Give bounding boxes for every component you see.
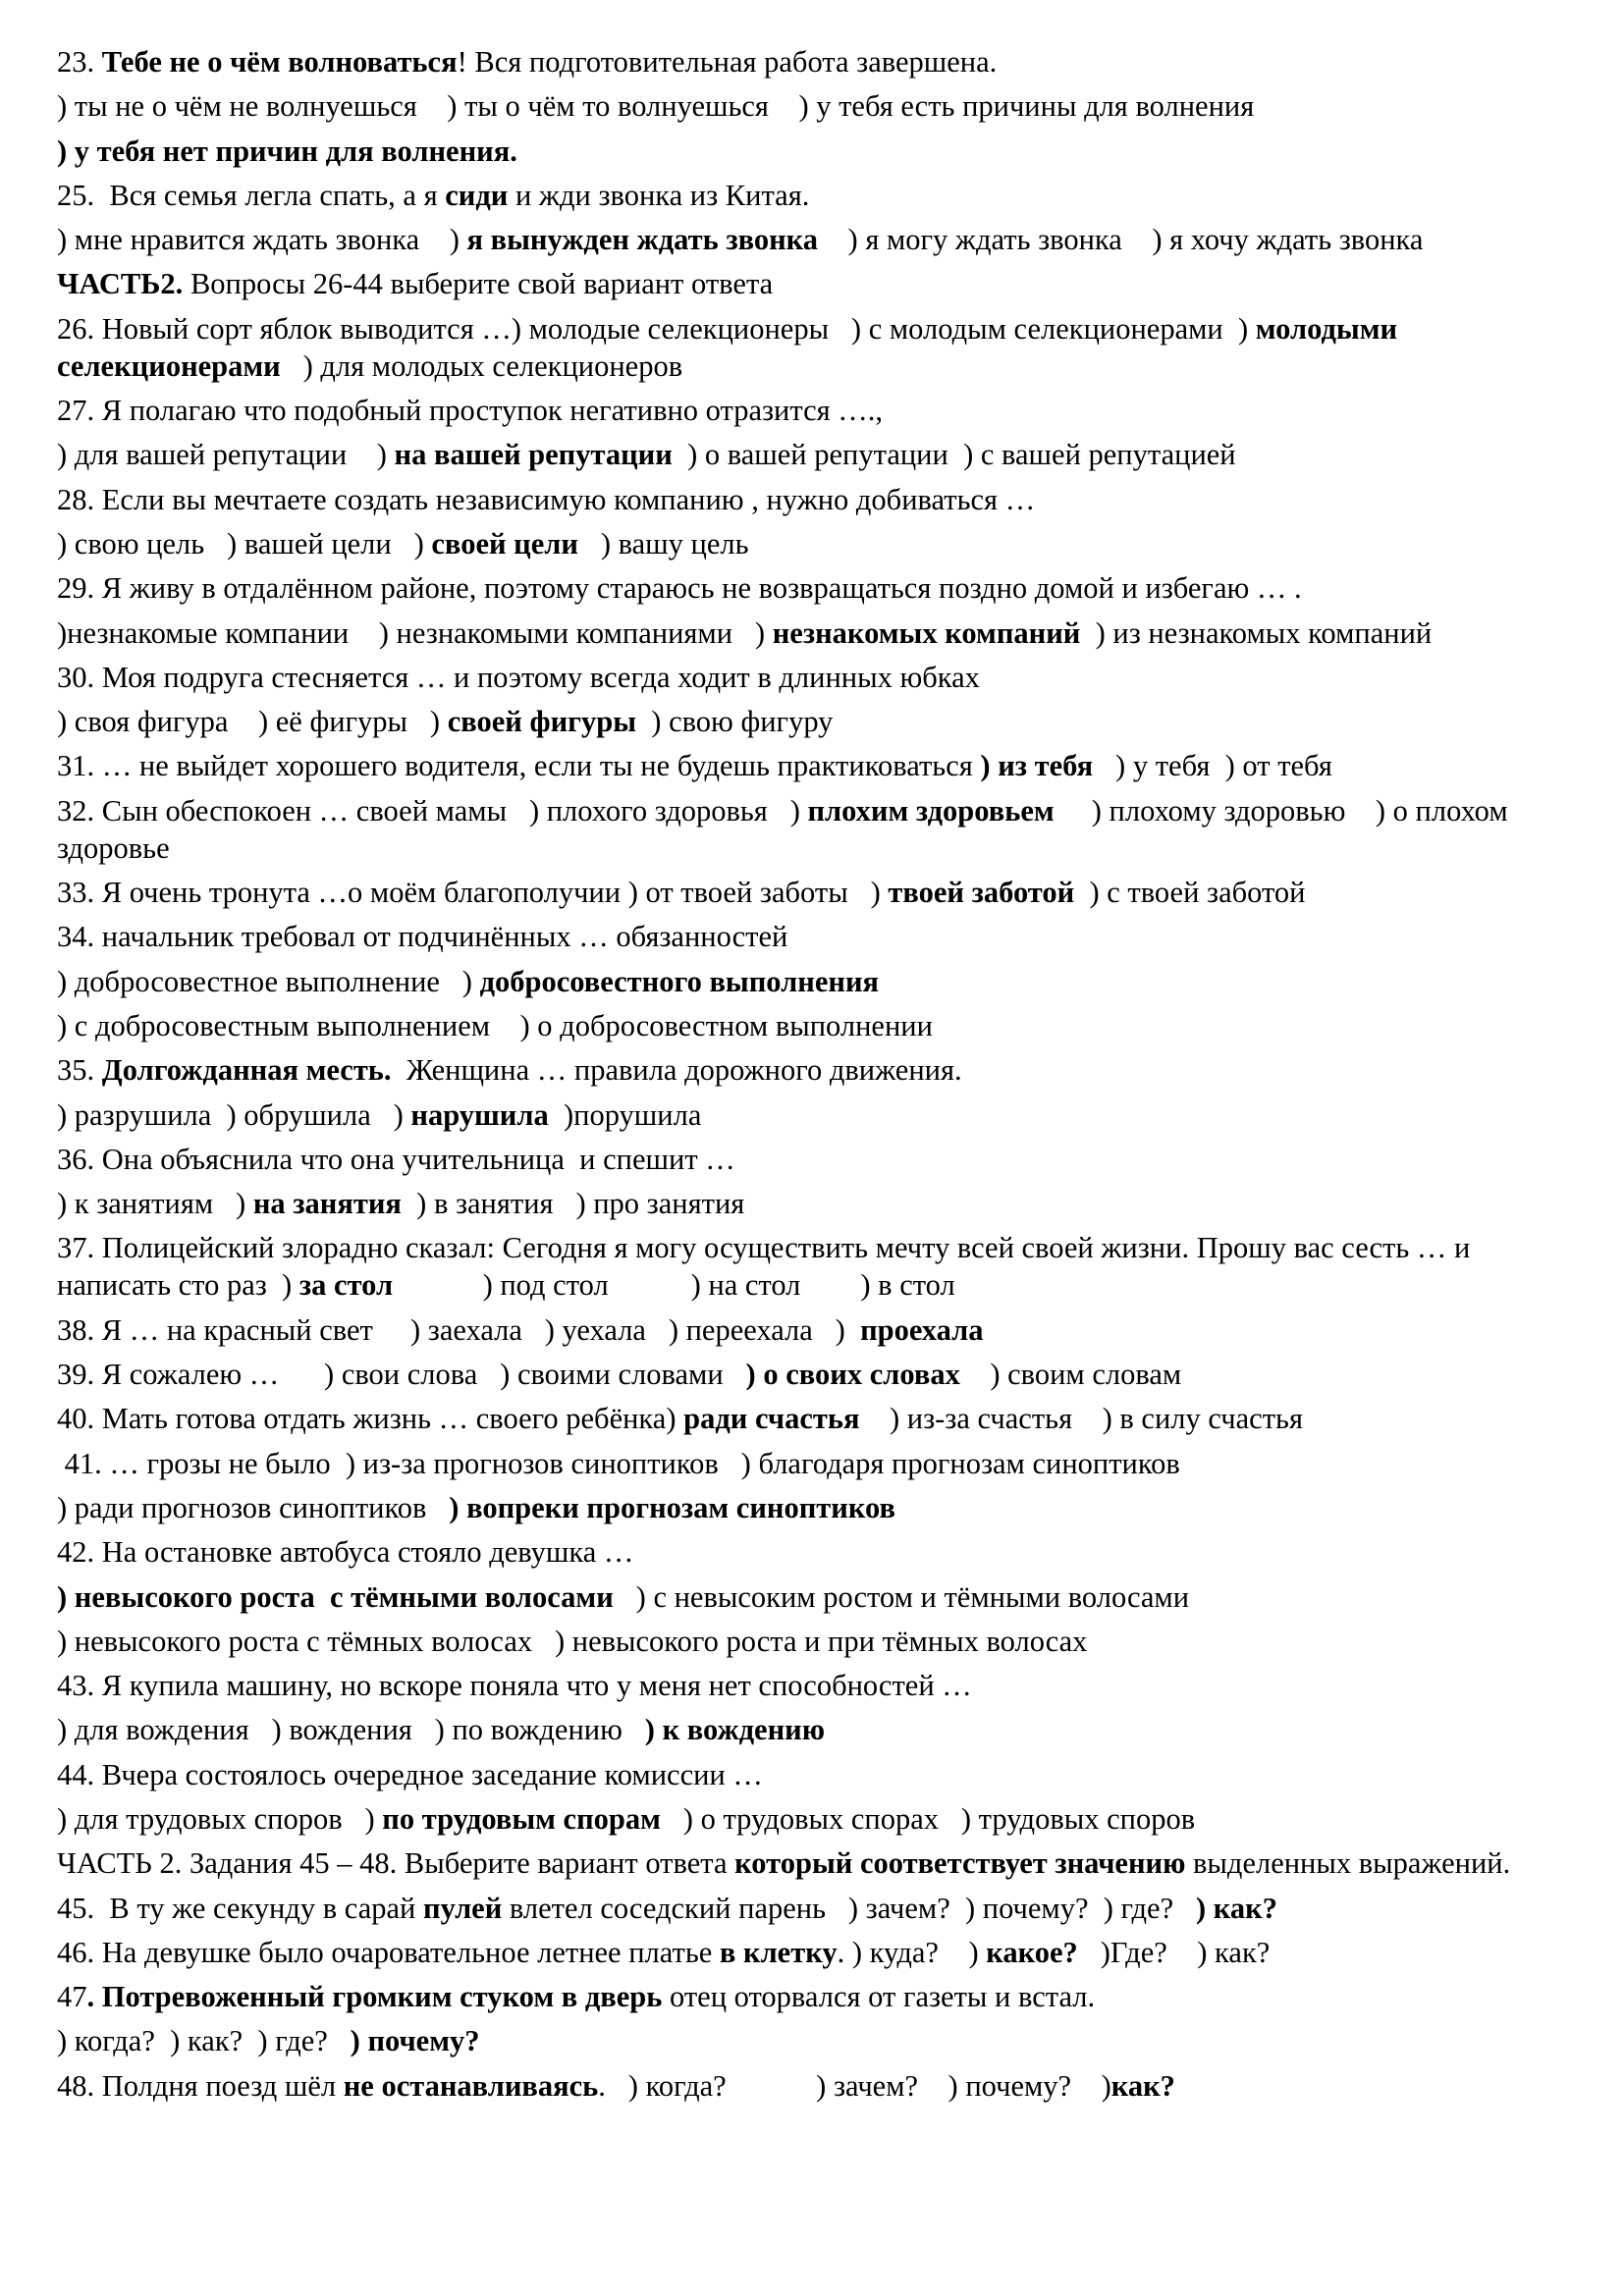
bold-text-run: твоей заботой — [888, 876, 1075, 910]
text-run: 43. Я купила машину, но вскоре поняла что у меня нет способностей … — [57, 1669, 972, 1703]
text-run: выделенных выражений. — [1185, 1846, 1511, 1881]
document-line — [57, 2067, 1569, 2105]
text-run: )порушила — [548, 1097, 702, 1132]
document-line — [57, 1096, 1569, 1134]
bold-text-run: ) почему? — [350, 2024, 480, 2058]
text-run: Вопросы 26-44 выберите свой вариант ответа — [183, 267, 774, 301]
bold-text-run: Тебе не о чём волноваться — [101, 45, 458, 79]
bold-text-run: который соответствует значению — [734, 1846, 1186, 1881]
text-run: ) в занятия ) про занятия — [401, 1187, 745, 1221]
document-line — [57, 703, 1569, 740]
text-run: ) ты не о чём не волнуешься ) ты о чём то волнуешься ) у тебя есть причины для волнения — [57, 89, 1255, 124]
document-line — [57, 392, 1569, 429]
text-run: влетел соседский парень ) зачем? ) почему? ) где? — [502, 1891, 1197, 1925]
text-run: ЧАСТЬ 2. Задания 45 – 48. Выберите вариант ответа — [57, 1846, 735, 1881]
text-run: 29. Я живу в отдалённом районе, поэтому стараюсь не возвращаться поздно домой и избегаю … . — [57, 571, 1302, 606]
text-run: ) своя фигура ) её фигуры ) — [57, 705, 448, 739]
document-line — [57, 1311, 1569, 1349]
bold-text-run: на вашей репутации — [394, 438, 673, 472]
text-run: ) я могу ждать звонка ) я хочу ждать звонка — [818, 223, 1424, 257]
text-run: 28. Если вы мечтаете создать независимую компанию , нужно добиваться … — [57, 482, 1036, 516]
bold-text-run: нарушила — [410, 1097, 549, 1132]
text-run: ) невысокого роста с тёмных волосах ) невысокого роста и при тёмных волосах — [57, 1624, 1088, 1658]
text-run: 46. На девушке было очаровательное летнее платье — [57, 1935, 720, 1969]
text-run: ) добросовестное выполнение ) — [57, 964, 480, 998]
document-line — [57, 659, 1569, 696]
text-run: ) о вашей репутации ) с вашей репутацией — [672, 438, 1236, 472]
document-line — [57, 1533, 1569, 1571]
document-line — [57, 874, 1569, 911]
text-run: и жди звонка из Китая. — [508, 178, 810, 212]
text-run: ) вашу цель — [577, 526, 749, 561]
text-run: Женщина … правила дорожного движения. — [391, 1053, 962, 1088]
bold-text-run: ) о своих словах — [745, 1358, 960, 1392]
text-run: ) для вашей репутации ) — [57, 438, 395, 472]
document-line — [57, 1578, 1569, 1616]
bold-text-run: своей фигуры — [447, 705, 637, 739]
text-run: 31. … не выйдет хорошего водителя, если ты не будешь практиковаться — [57, 749, 981, 783]
text-run: отец оторвался от газеты и встал. — [662, 1980, 1096, 2014]
bold-text-run: на занятия — [252, 1187, 402, 1221]
text-run: . ) когда? ) зачем? ) почему? ) — [598, 2068, 1111, 2103]
text-run: 39. Я сожалею … ) свои слова ) своими словами — [57, 1358, 746, 1392]
text-run: ) для трудовых споров ) — [57, 1801, 383, 1836]
document-line — [57, 310, 1569, 385]
text-run: 45. В ту же секунду в сарай — [57, 1891, 423, 1925]
text-run: 40. Мать готова отдать жизнь … своего ребёнка) — [57, 1402, 684, 1436]
document-line — [57, 87, 1569, 125]
document-line — [57, 1756, 1569, 1793]
bold-text-run: ) как? — [1196, 1891, 1277, 1925]
text-run: ) из незнакомых компаний — [1080, 615, 1433, 650]
text-run: ) ради прогнозов синоптиков — [57, 1490, 450, 1524]
text-run: ) плохому здоровью ) о плохом здоровье — [57, 793, 1516, 865]
text-run: 35. — [57, 1053, 102, 1088]
document-line — [57, 1141, 1569, 1178]
text-run: ) мне нравится ждать звонка ) — [57, 223, 467, 257]
text-run: ) для вождения ) вождения ) по вождению — [57, 1713, 645, 1747]
bold-text-run: Долгожданная месть. — [101, 1053, 392, 1088]
document-line — [57, 1051, 1569, 1089]
text-run: 27. Я полагаю что подобный проступок негативно отразится …., — [57, 394, 891, 428]
text-run: 37. Полицейский злорадно сказал: Сегодня я могу осуществить мечту всей своей жизни. Прошу вас сесть … и написать сто раз ) — [57, 1231, 1478, 1303]
text-run: ) с добросовестным выполнением ) о добросовестном выполнении — [57, 1008, 933, 1042]
document-line — [57, 747, 1569, 784]
text-run: )Где? ) как? — [1077, 1935, 1271, 1969]
text-run: ) к занятиям ) — [57, 1187, 253, 1221]
text-run: 44. Вчера состоялось очередное заседание комиссии … — [57, 1757, 763, 1791]
text-run: ) у тебя ) от тебя — [1093, 749, 1332, 783]
bold-text-run: проехала — [860, 1312, 984, 1347]
text-run: 47 — [57, 1980, 87, 2014]
bold-text-run: не останавливаясь — [343, 2068, 599, 2103]
document-line — [57, 1800, 1569, 1838]
bold-text-run: своей цели — [431, 526, 578, 561]
text-run: ) под стол ) на стол ) в стол — [393, 1268, 955, 1303]
document-line — [57, 1185, 1569, 1222]
document-line — [57, 1229, 1569, 1304]
text-run: 32. Сын обеспокоен … своей мамы ) плохого здоровья ) — [57, 793, 808, 828]
bold-text-run: незнакомых компаний — [772, 615, 1081, 650]
text-run: )незнакомые компании ) незнакомыми компаниями ) — [57, 615, 773, 650]
text-run: ) разрушила ) обрушила ) — [57, 1097, 411, 1132]
text-run: ) с невысоким ростом и тёмными волосами — [613, 1579, 1190, 1614]
text-run: 42. На остановке автобуса стояло девушка … — [57, 1535, 634, 1570]
document-line — [57, 1356, 1569, 1393]
text-run: 34. начальник требовал от подчинённых … обязанностей — [57, 920, 788, 954]
text-run: ) о трудовых спорах ) трудовых споров — [660, 1801, 1196, 1836]
document-line — [57, 177, 1569, 214]
text-run: 26. Новый сорт яблок выводится …) молодые селекционеры ) с молодым селекционерами ) — [57, 311, 1256, 346]
text-run: 23. — [57, 45, 102, 79]
document-line — [57, 792, 1569, 867]
bold-text-run: сиди — [445, 178, 509, 212]
text-run: ) свою цель ) вашей цели ) — [57, 526, 432, 561]
bold-text-run: ) у тебя нет причин для волнения. — [57, 133, 517, 168]
document-line — [57, 525, 1569, 562]
text-run: ) для молодых селекционеров — [280, 348, 683, 383]
text-run: 25. Вся семья легла спать, а я — [57, 178, 446, 212]
text-run: ) свою фигуру — [636, 705, 834, 739]
document-line — [57, 1711, 1569, 1748]
document-line — [57, 963, 1569, 1000]
document-line — [57, 1623, 1569, 1660]
document-line — [57, 1400, 1569, 1437]
bold-text-run: как? — [1110, 2068, 1175, 2103]
document-line — [57, 481, 1569, 518]
text-run: ! Вся подготовительная работа завершена. — [457, 45, 998, 79]
document-line — [57, 1445, 1569, 1482]
document-line — [57, 1978, 1569, 2015]
bold-text-run: ради счастья — [683, 1402, 860, 1436]
document-line — [57, 133, 1569, 170]
bold-text-run: в клетку — [719, 1935, 838, 1969]
text-run: 41. … грозы не было ) из-за прогнозов синоптиков ) благодаря прогнозам синоптиков — [57, 1446, 1180, 1480]
document-line — [57, 43, 1569, 80]
bold-text-run: пулей — [423, 1891, 503, 1925]
document-line — [57, 1934, 1569, 1971]
document-line — [57, 614, 1569, 652]
document-line — [57, 436, 1569, 473]
bold-text-run: невысокого роста с тёмными волосами — [74, 1579, 614, 1614]
bold-text-run: ) к вождению — [644, 1713, 826, 1747]
document-line — [57, 1667, 1569, 1704]
document-line — [57, 2022, 1569, 2059]
bold-text-run: . Потревоженный громким стуком в дверь — [86, 1980, 663, 2014]
text-run: 33. Я очень тронута …о моём благополучии ) от твоей заботы ) — [57, 876, 889, 910]
text-run: 48. Полдня поезд шёл — [57, 2068, 344, 2103]
document-line — [57, 1489, 1569, 1526]
document-line — [57, 569, 1569, 607]
document-line — [57, 265, 1569, 302]
bold-text-run: какое? — [986, 1935, 1078, 1969]
text-run: ) из-за счастья ) в силу счастья — [859, 1402, 1303, 1436]
document-line — [57, 1007, 1569, 1044]
test-document — [57, 43, 1569, 2111]
document-line — [57, 1844, 1569, 1882]
text-run: ) когда? ) как? ) где? — [57, 2024, 351, 2058]
text-run: ) с твоей заботой — [1074, 876, 1306, 910]
text-run: 30. Моя подруга стесняется … и поэтому всегда ходит в длинных юбках — [57, 660, 980, 694]
text-run: ) своим словам — [959, 1358, 1182, 1392]
bold-text-run: добросовестного выполнения — [479, 964, 880, 998]
bold-text-run: молодыми селекционерами — [57, 311, 1405, 383]
bold-text-run: ЧАСТЬ2. — [57, 267, 184, 301]
bold-text-run: я вынужден ждать звонка — [466, 223, 819, 257]
bold-text-run: плохим здоровьем — [807, 793, 1055, 828]
text-run: . ) куда? ) — [837, 1935, 987, 1969]
bold-text-run: за стол — [298, 1268, 394, 1303]
bold-text-run: ) из тебя — [980, 749, 1094, 783]
text-run: 38. Я … на красный свет ) заехала ) уехала ) переехала ) — [57, 1312, 861, 1347]
bold-text-run: ) вопреки прогнозам синоптиков — [449, 1490, 895, 1524]
document-line — [57, 918, 1569, 955]
bold-text-run: по трудовым спорам — [382, 1801, 661, 1836]
document-line — [57, 221, 1569, 258]
text-run: 36. Она объяснила что она учительница и спешит … — [57, 1142, 735, 1176]
document-line — [57, 1890, 1569, 1927]
bold-text-run: ) — [57, 1579, 75, 1614]
